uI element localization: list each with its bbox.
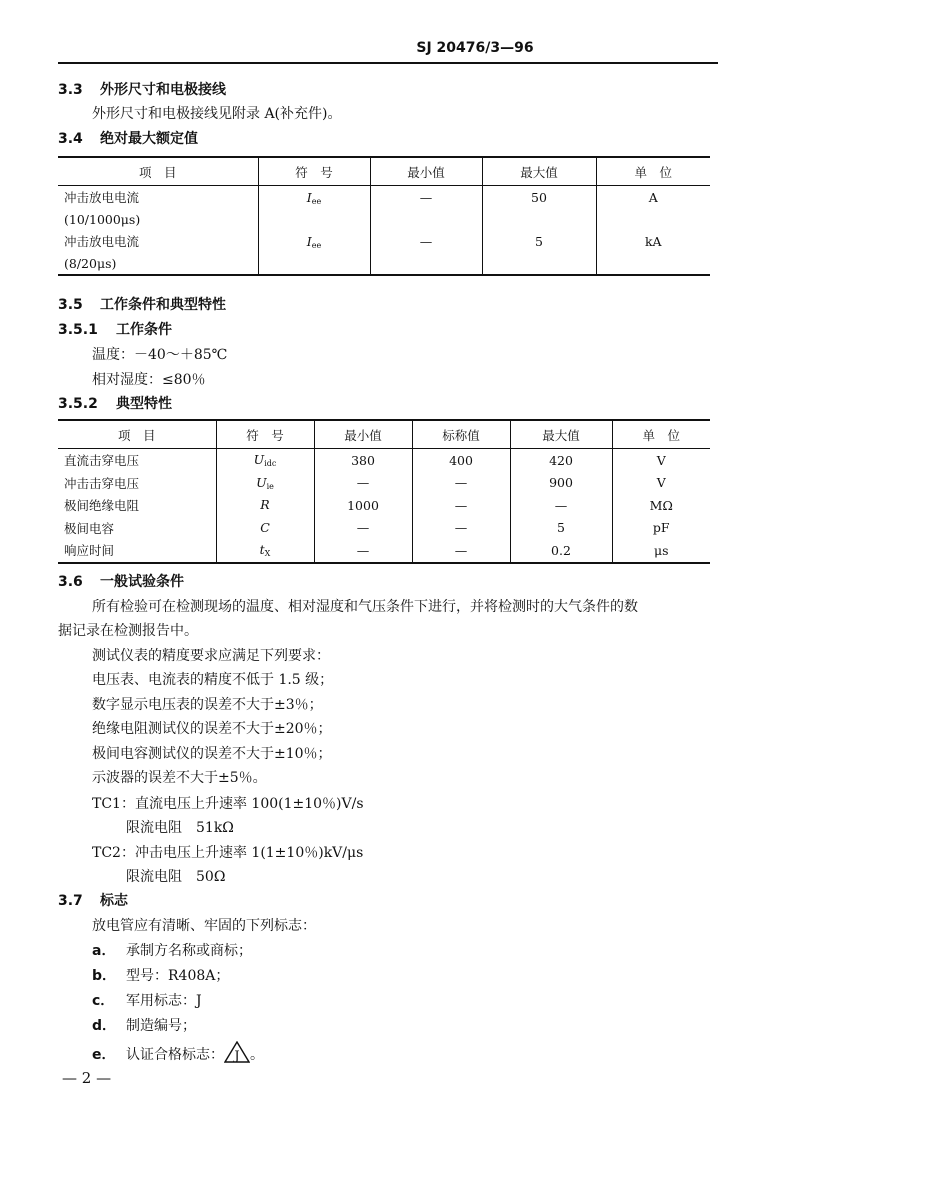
section-3-6-heading: [58, 572, 184, 592]
requirement-line: 绝缘电阻测试仪的误差不大于±20％；: [92, 721, 332, 737]
max-cell: 5: [482, 230, 596, 275]
section-3-7-heading: [58, 891, 128, 911]
min-cell: —: [314, 517, 412, 540]
requirement-line: 极间电容测试仪的误差不大于±10％；: [92, 746, 332, 762]
list-end: 。: [250, 1047, 264, 1063]
col-header-max: 最大值: [510, 420, 612, 449]
requirement-line: 测试仪表的精度要求应满足下列要求：: [92, 648, 330, 664]
item-name: 冲击放电电流: [64, 234, 140, 249]
list-item: [92, 1016, 196, 1036]
item-name: 冲击放电电流: [64, 190, 140, 205]
document-code: SJ 20476/3—96: [416, 40, 534, 56]
section-title: 工作条件和典型特性: [100, 297, 226, 313]
section-title: 标志: [100, 893, 128, 909]
min-cell: —: [314, 539, 412, 563]
section-number: 3.5.1: [58, 322, 98, 338]
unit-cell: V: [612, 449, 710, 472]
table-row: [58, 539, 710, 563]
section-number: 3.5.2: [58, 396, 98, 412]
section-number: 3.4: [58, 131, 83, 147]
col-header-nominal: 标称值: [412, 420, 510, 449]
requirement-line: 数字显示电压表的误差不大于±3％；: [92, 697, 323, 713]
tc1-resistance: 限流电阻 51kΩ: [126, 820, 234, 836]
section-number: 3.6: [58, 574, 83, 590]
min-cell: 380: [314, 449, 412, 472]
list-item: [92, 966, 229, 986]
section-title: 绝对最大额定值: [100, 131, 198, 147]
list-text: 承制方名称或商标；: [126, 943, 252, 959]
section-title: 一般试验条件: [100, 574, 184, 590]
list-text: 制造编号；: [126, 1018, 196, 1034]
requirement-line: 电压表、电流表的精度不低于 1.5 级；: [92, 672, 334, 688]
nominal-cell: —: [412, 472, 510, 495]
relative-humidity: 相对湿度：≤80％: [92, 372, 206, 388]
max-cell: —: [510, 494, 612, 517]
min-cell: —: [370, 230, 482, 275]
section-3-5-2-heading: [58, 394, 172, 414]
table-row: [58, 230, 710, 252]
section-number: 3.7: [58, 893, 83, 909]
unit-cell: μs: [612, 539, 710, 563]
section-title: 工作条件: [116, 322, 172, 338]
list-text: 型号：R408A；: [126, 968, 230, 984]
item-name: 直流击穿电压: [64, 453, 140, 469]
symbol-cell: $t_X$: [216, 539, 314, 563]
table-row: [58, 517, 710, 540]
table-row: [58, 494, 710, 517]
section-title: 外形尺寸和电极接线: [100, 82, 226, 98]
unit-cell: A: [596, 186, 710, 231]
nominal-cell: 400: [412, 449, 510, 472]
list-label: d．: [92, 1018, 117, 1034]
unit-cell: V: [612, 472, 710, 495]
unit-cell: kA: [596, 230, 710, 275]
symbol-cell: R: [216, 494, 314, 517]
item-name: 响应时间: [64, 543, 115, 559]
min-cell: —: [314, 472, 412, 495]
table-row: [58, 472, 710, 495]
symbol-cell: $I_{ee}$: [258, 230, 370, 275]
col-header-max: 最大值: [482, 157, 596, 186]
col-header-symbol: 符 号: [258, 157, 370, 186]
table-header-row: [58, 157, 710, 186]
requirement-line: 示波器的误差不大于±5％。: [92, 770, 267, 786]
max-cell: 420: [510, 449, 612, 472]
marking-intro: 放电管应有清晰、牢固的下列标志：: [92, 918, 316, 934]
certification-mark-letter: J: [234, 1049, 240, 1063]
table-row: [58, 186, 710, 209]
certification-mark-icon: [224, 1041, 250, 1069]
section-3-3-body: 外形尺寸和电极接线见附录 A(补充件)。: [92, 106, 342, 122]
section-number: 3.3: [58, 82, 83, 98]
symbol-cell: $I_{ee}$: [258, 186, 370, 231]
list-item: [92, 941, 252, 961]
item-name: 极间绝缘电阻: [64, 498, 140, 514]
nominal-cell: —: [412, 539, 510, 563]
temperature-range: 温度：－40～＋85℃: [92, 347, 228, 363]
col-header-min: 最小值: [370, 157, 482, 186]
absolute-max-ratings-table: [58, 156, 710, 276]
col-header-min: 最小值: [314, 420, 412, 449]
col-header-unit: 单 位: [612, 420, 710, 449]
section-3-5-heading: [58, 295, 226, 315]
nominal-cell: —: [412, 494, 510, 517]
list-label: c．: [92, 993, 115, 1009]
col-header-item: 项 目: [58, 157, 258, 186]
symbol-cell: C: [216, 517, 314, 540]
min-cell: 1000: [314, 494, 412, 517]
unit-cell: MΩ: [612, 494, 710, 517]
paragraph-line: 所有检验可在检测现场的温度、相对湿度和气压条件下进行，并将检测时的大气条件的数: [92, 599, 638, 615]
nominal-cell: —: [412, 517, 510, 540]
item-name: 极间电容: [64, 520, 115, 536]
table-row: [58, 449, 710, 472]
section-number: 3.5: [58, 297, 83, 313]
item-condition: (8/20μs): [64, 255, 117, 271]
list-label: b．: [92, 968, 117, 984]
max-cell: 5: [510, 517, 612, 540]
list-text: 军用标志：J: [126, 993, 202, 1009]
section-3-5-1-heading: [58, 320, 172, 340]
list-item: [92, 991, 202, 1011]
max-cell: 0.2: [510, 539, 612, 563]
list-label: a．: [92, 943, 116, 959]
item-condition: (10/1000μs): [64, 211, 141, 227]
header-rule: [58, 62, 718, 64]
table-header-row: [58, 420, 710, 449]
unit-cell: pF: [612, 517, 710, 540]
list-label: e．: [92, 1047, 116, 1063]
symbol-cell: $U_{ie}$: [216, 472, 314, 495]
tc2-resistance: 限流电阻 50Ω: [126, 869, 226, 885]
symbol-cell: $U_{idc}$: [216, 449, 314, 472]
page-number: — 2 —: [62, 1069, 112, 1087]
section-3-3-heading: [58, 80, 226, 100]
col-header-unit: 单 位: [596, 157, 710, 186]
col-header-symbol: 符 号: [216, 420, 314, 449]
section-title: 典型特性: [116, 396, 172, 412]
item-name: 冲击击穿电压: [64, 475, 140, 491]
test-condition-tc1: TC1：直流电压上升速率 100(1±10％)V/s: [92, 796, 364, 812]
max-cell: 900: [510, 472, 612, 495]
test-condition-tc2: TC2：冲击电压上升速率 1(1±10％)kV/μs: [92, 845, 364, 861]
min-cell: —: [370, 186, 482, 231]
list-text: 认证合格标志：: [126, 1047, 224, 1063]
col-header-item: 项 目: [58, 420, 216, 449]
typical-characteristics-table: [58, 419, 710, 564]
max-cell: 50: [482, 186, 596, 231]
section-3-4-heading: [58, 129, 198, 149]
paragraph-line: 据记录在检测报告中。: [58, 623, 198, 639]
list-item: [92, 1041, 264, 1069]
